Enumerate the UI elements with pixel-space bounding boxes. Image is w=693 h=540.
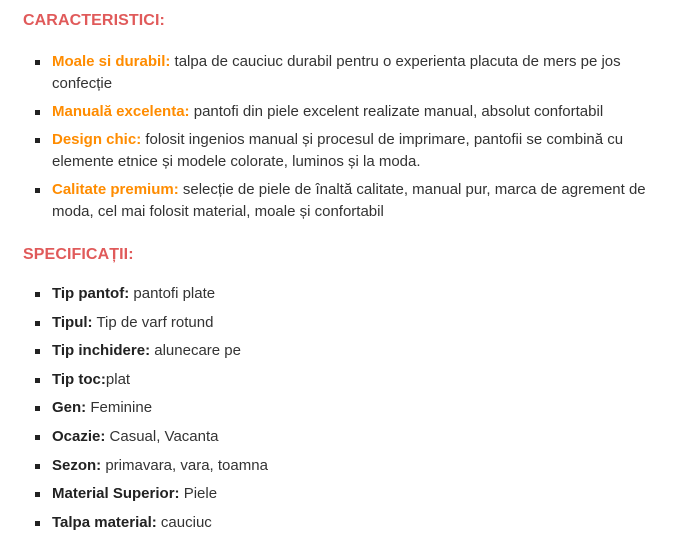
feature-key: Design chic: bbox=[52, 131, 142, 148]
list-item bbox=[0, 512, 693, 534]
square-bullet-icon bbox=[35, 464, 40, 469]
square-bullet-icon bbox=[35, 60, 40, 65]
square-bullet-icon bbox=[35, 138, 40, 143]
list-item bbox=[0, 483, 693, 505]
list-item bbox=[0, 369, 693, 391]
feature-text: folosit ingenios manual și procesul de imprimare, pantofii se combină cu elemente etnice și modele colorate, luminos și la moda. bbox=[52, 131, 624, 170]
feature-key: Manuală excelenta: bbox=[52, 103, 190, 120]
list-item bbox=[0, 179, 693, 223]
square-bullet-icon bbox=[35, 521, 40, 526]
list-item bbox=[0, 51, 693, 95]
specificatii-heading: SPECIFICAȚII: bbox=[23, 246, 134, 263]
spec-value: Piele bbox=[179, 485, 218, 503]
square-bullet-icon bbox=[35, 435, 40, 440]
spec-key: Tip pantof: bbox=[52, 285, 130, 302]
square-bullet-icon bbox=[35, 349, 40, 354]
list-item bbox=[0, 129, 693, 173]
square-bullet-icon bbox=[35, 292, 40, 297]
square-bullet-icon bbox=[35, 188, 40, 193]
feature-key: Moale si durabil: bbox=[52, 53, 171, 70]
feature-key: Calitate premium: bbox=[52, 181, 179, 198]
list-item bbox=[0, 283, 693, 305]
spec-value: Feminine bbox=[86, 399, 153, 417]
feature-text: selecție de piele de înaltă calitate, manual pur, marca de agrement de moda, cel mai folosit material, moale și confortabil bbox=[52, 181, 646, 220]
spec-key: Talpa material: bbox=[52, 513, 157, 531]
specs-list bbox=[0, 283, 693, 540]
list-item bbox=[0, 397, 693, 419]
square-bullet-icon bbox=[35, 321, 40, 326]
spec-value: primavara, vara, toamna bbox=[101, 456, 268, 474]
square-bullet-icon bbox=[35, 406, 40, 411]
spec-value: pantofi plate bbox=[129, 285, 216, 302]
list-item bbox=[0, 340, 693, 362]
feature-text: talpa de cauciuc durabil pentru o experienta placuta de mers pe jos confecție bbox=[52, 53, 621, 92]
square-bullet-icon bbox=[35, 110, 40, 115]
spec-key: Gen: bbox=[52, 399, 87, 417]
spec-value: plat bbox=[105, 370, 131, 388]
spec-value: Tip de varf rotund bbox=[92, 313, 214, 331]
spec-value: alunecare pe bbox=[150, 342, 241, 360]
list-item bbox=[0, 312, 693, 334]
spec-value: cauciuc bbox=[156, 513, 212, 531]
spec-key: Ocazie: bbox=[52, 427, 106, 445]
feature-text: pantofi din piele excelent realizate manual, absolut confortabil bbox=[189, 103, 604, 120]
caracteristici-heading: CARACTERISTICI: bbox=[23, 12, 165, 29]
square-bullet-icon bbox=[35, 492, 40, 497]
features-list bbox=[0, 51, 693, 229]
square-bullet-icon bbox=[35, 378, 40, 383]
spec-key: Material Superior: bbox=[52, 485, 180, 503]
spec-key: Sezon: bbox=[52, 456, 102, 474]
spec-value: Casual, Vacanta bbox=[105, 427, 219, 445]
spec-key: Tip inchidere: bbox=[52, 342, 151, 360]
spec-key: Tipul: bbox=[52, 313, 93, 331]
list-item bbox=[0, 101, 693, 123]
spec-key: Tip toc: bbox=[52, 370, 106, 388]
list-item bbox=[0, 426, 693, 448]
list-item bbox=[0, 455, 693, 477]
